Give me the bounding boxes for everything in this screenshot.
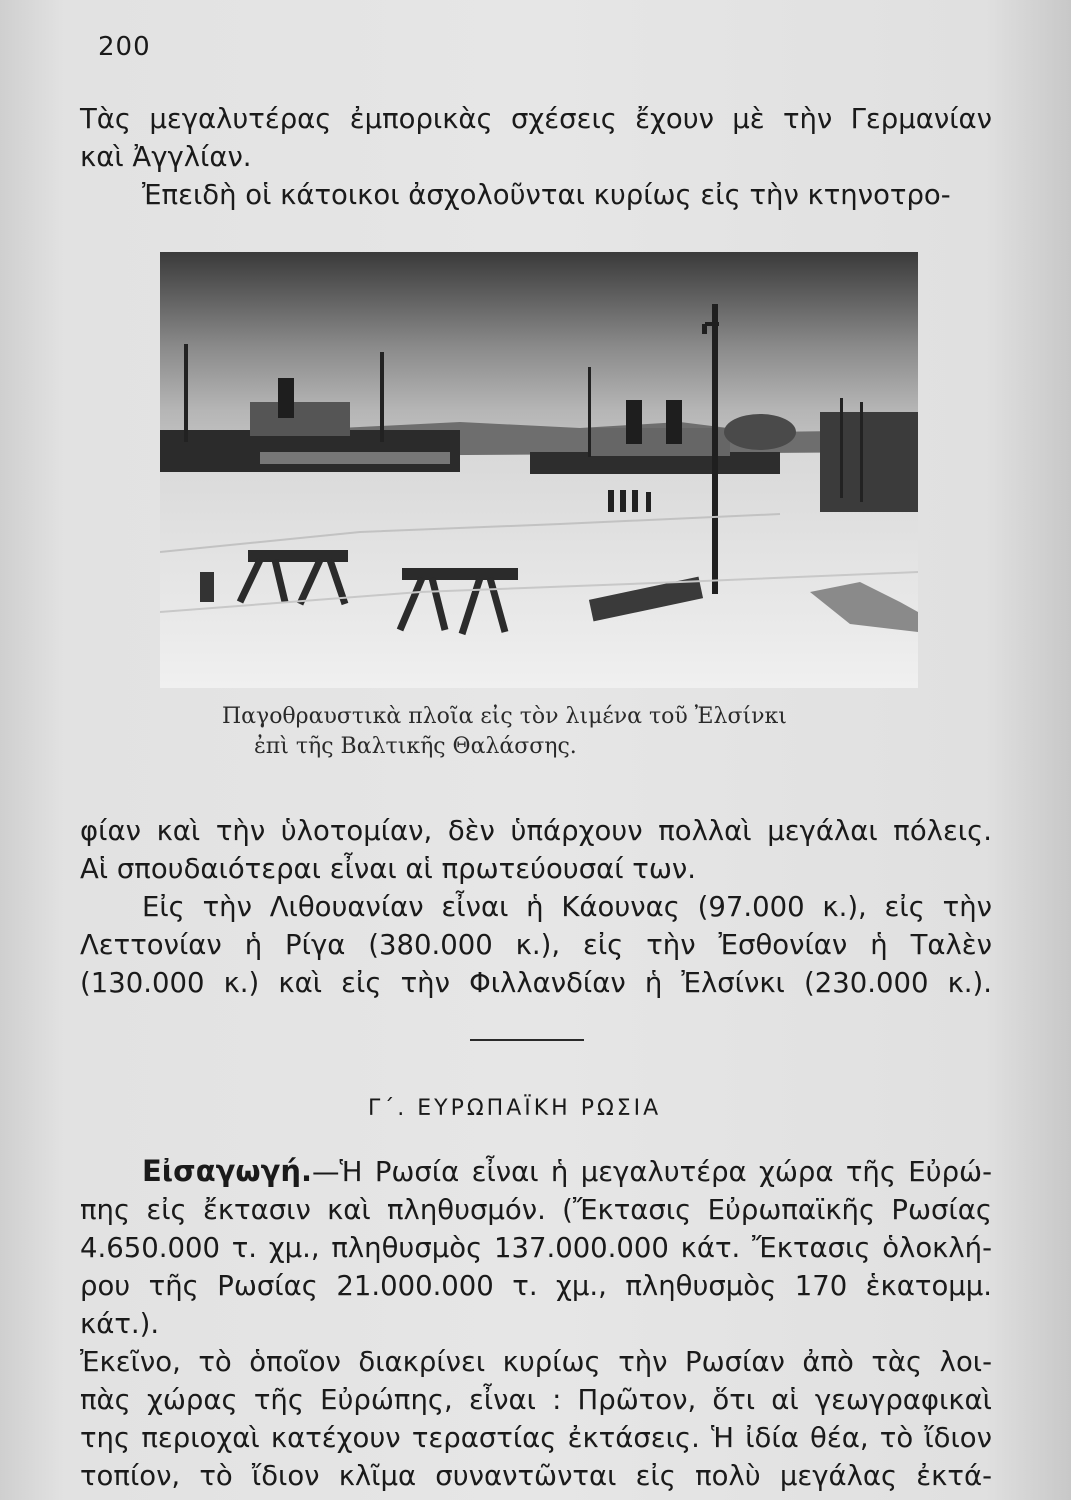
text-line: πὰς χώρας τῆς Εὐρώπης, εἶναι : Πρῶτον, ὅτι αἱ γεωγραφικαὶ xyxy=(80,1384,992,1416)
text-line: φίαν καὶ τὴν ὑλοτομίαν, δὲν ὑπάρχουν πολλαὶ μεγάλαι πόλεις. xyxy=(80,815,992,847)
text-line: Λεττονίαν ἡ Ρίγα (380.000 κ.), εἰς τὴν Ἐσθονίαν ἡ Ταλὲν xyxy=(80,929,992,961)
text-line: Εἰς τὴν Λιθουανίαν εἶναι ἡ Κάουνας (97.000 κ.), εἰς τὴν xyxy=(142,891,992,923)
photo-caption xyxy=(222,702,862,762)
text-line: Ἐκεῖνο, τὸ ὁποῖον διακρίνει κυρίως τὴν Ρωσίαν ἀπὸ τὰς λοι- xyxy=(80,1346,992,1378)
icebreaker-ships-image xyxy=(160,252,918,688)
text-line: ρου τῆς Ρωσίας 21.000.000 τ. χμ., πληθυσμὸς 170 ἑκατομμ. κάτ.). xyxy=(80,1270,992,1340)
text-line: τοπίον, τὸ ἴδιον κλῖμα συναντῶνται εἰς πολὺ μεγάλας ἐκτά- xyxy=(80,1460,992,1492)
section-divider xyxy=(470,1039,584,1041)
caption-line: Παγοθραυστικὰ πλοῖα εἰς τὸν λιμένα τοῦ Ἐλσίνκι xyxy=(222,704,787,729)
text-line: Τὰς μεγαλυτέρας ἐμπορικὰς σχέσεις ἔχουν μὲ τὴν Γερμανίαν xyxy=(80,103,992,135)
text-line: καὶ Ἀγγλίαν. xyxy=(80,141,252,173)
page-number: 200 xyxy=(98,32,151,62)
text-line: (130.000 κ.) καὶ εἰς τὴν Φιλλανδίαν ἡ Ἐλσίνκι (230.000 κ.). xyxy=(80,967,992,999)
intro-line-rest: —Ἡ Ρωσία εἶναι ἡ μεγαλυτέρα χώρα τῆς Εὐρώ- xyxy=(312,1156,992,1188)
text-line: 4.650.000 τ. χμ., πληθυσμὸς 137.000.000 κάτ. Ἔκτασις ὁλοκλή- xyxy=(80,1232,992,1264)
harbor-photo xyxy=(160,252,918,688)
text-line: πης εἰς ἔκτασιν καὶ πληθυσμόν. (Ἔκτασις Εὐρωπαϊκῆς Ρωσίας xyxy=(80,1194,992,1226)
text-line: Αἱ σπουδαιότεραι εἶναι αἱ πρωτεύουσαί των. xyxy=(80,853,696,885)
intro-lead: Εἰσαγωγή. xyxy=(142,1154,312,1188)
section-heading: Γ΄. ΕΥΡΩΠΑΪΚΗ ΡΩΣΙΑ xyxy=(368,1096,662,1121)
paragraph-trade xyxy=(80,100,992,214)
text-line xyxy=(80,1152,992,1191)
paragraph-cities xyxy=(80,812,992,1002)
paragraph-introduction xyxy=(80,1152,992,1495)
text-line: της περιοχαὶ κατέχουν τεραστίας ἐκτάσεις. Ἡ ἰδία θέα, τὸ ἴδιον xyxy=(80,1422,992,1454)
text-line: Ἐπειδὴ οἱ κάτοικοι ἀσχολοῦνται κυρίως εἰς τὴν κτηνοτρο- xyxy=(142,179,951,211)
caption-line: ἐπὶ τῆς Βαλτικῆς Θαλάσσης. xyxy=(254,734,577,759)
